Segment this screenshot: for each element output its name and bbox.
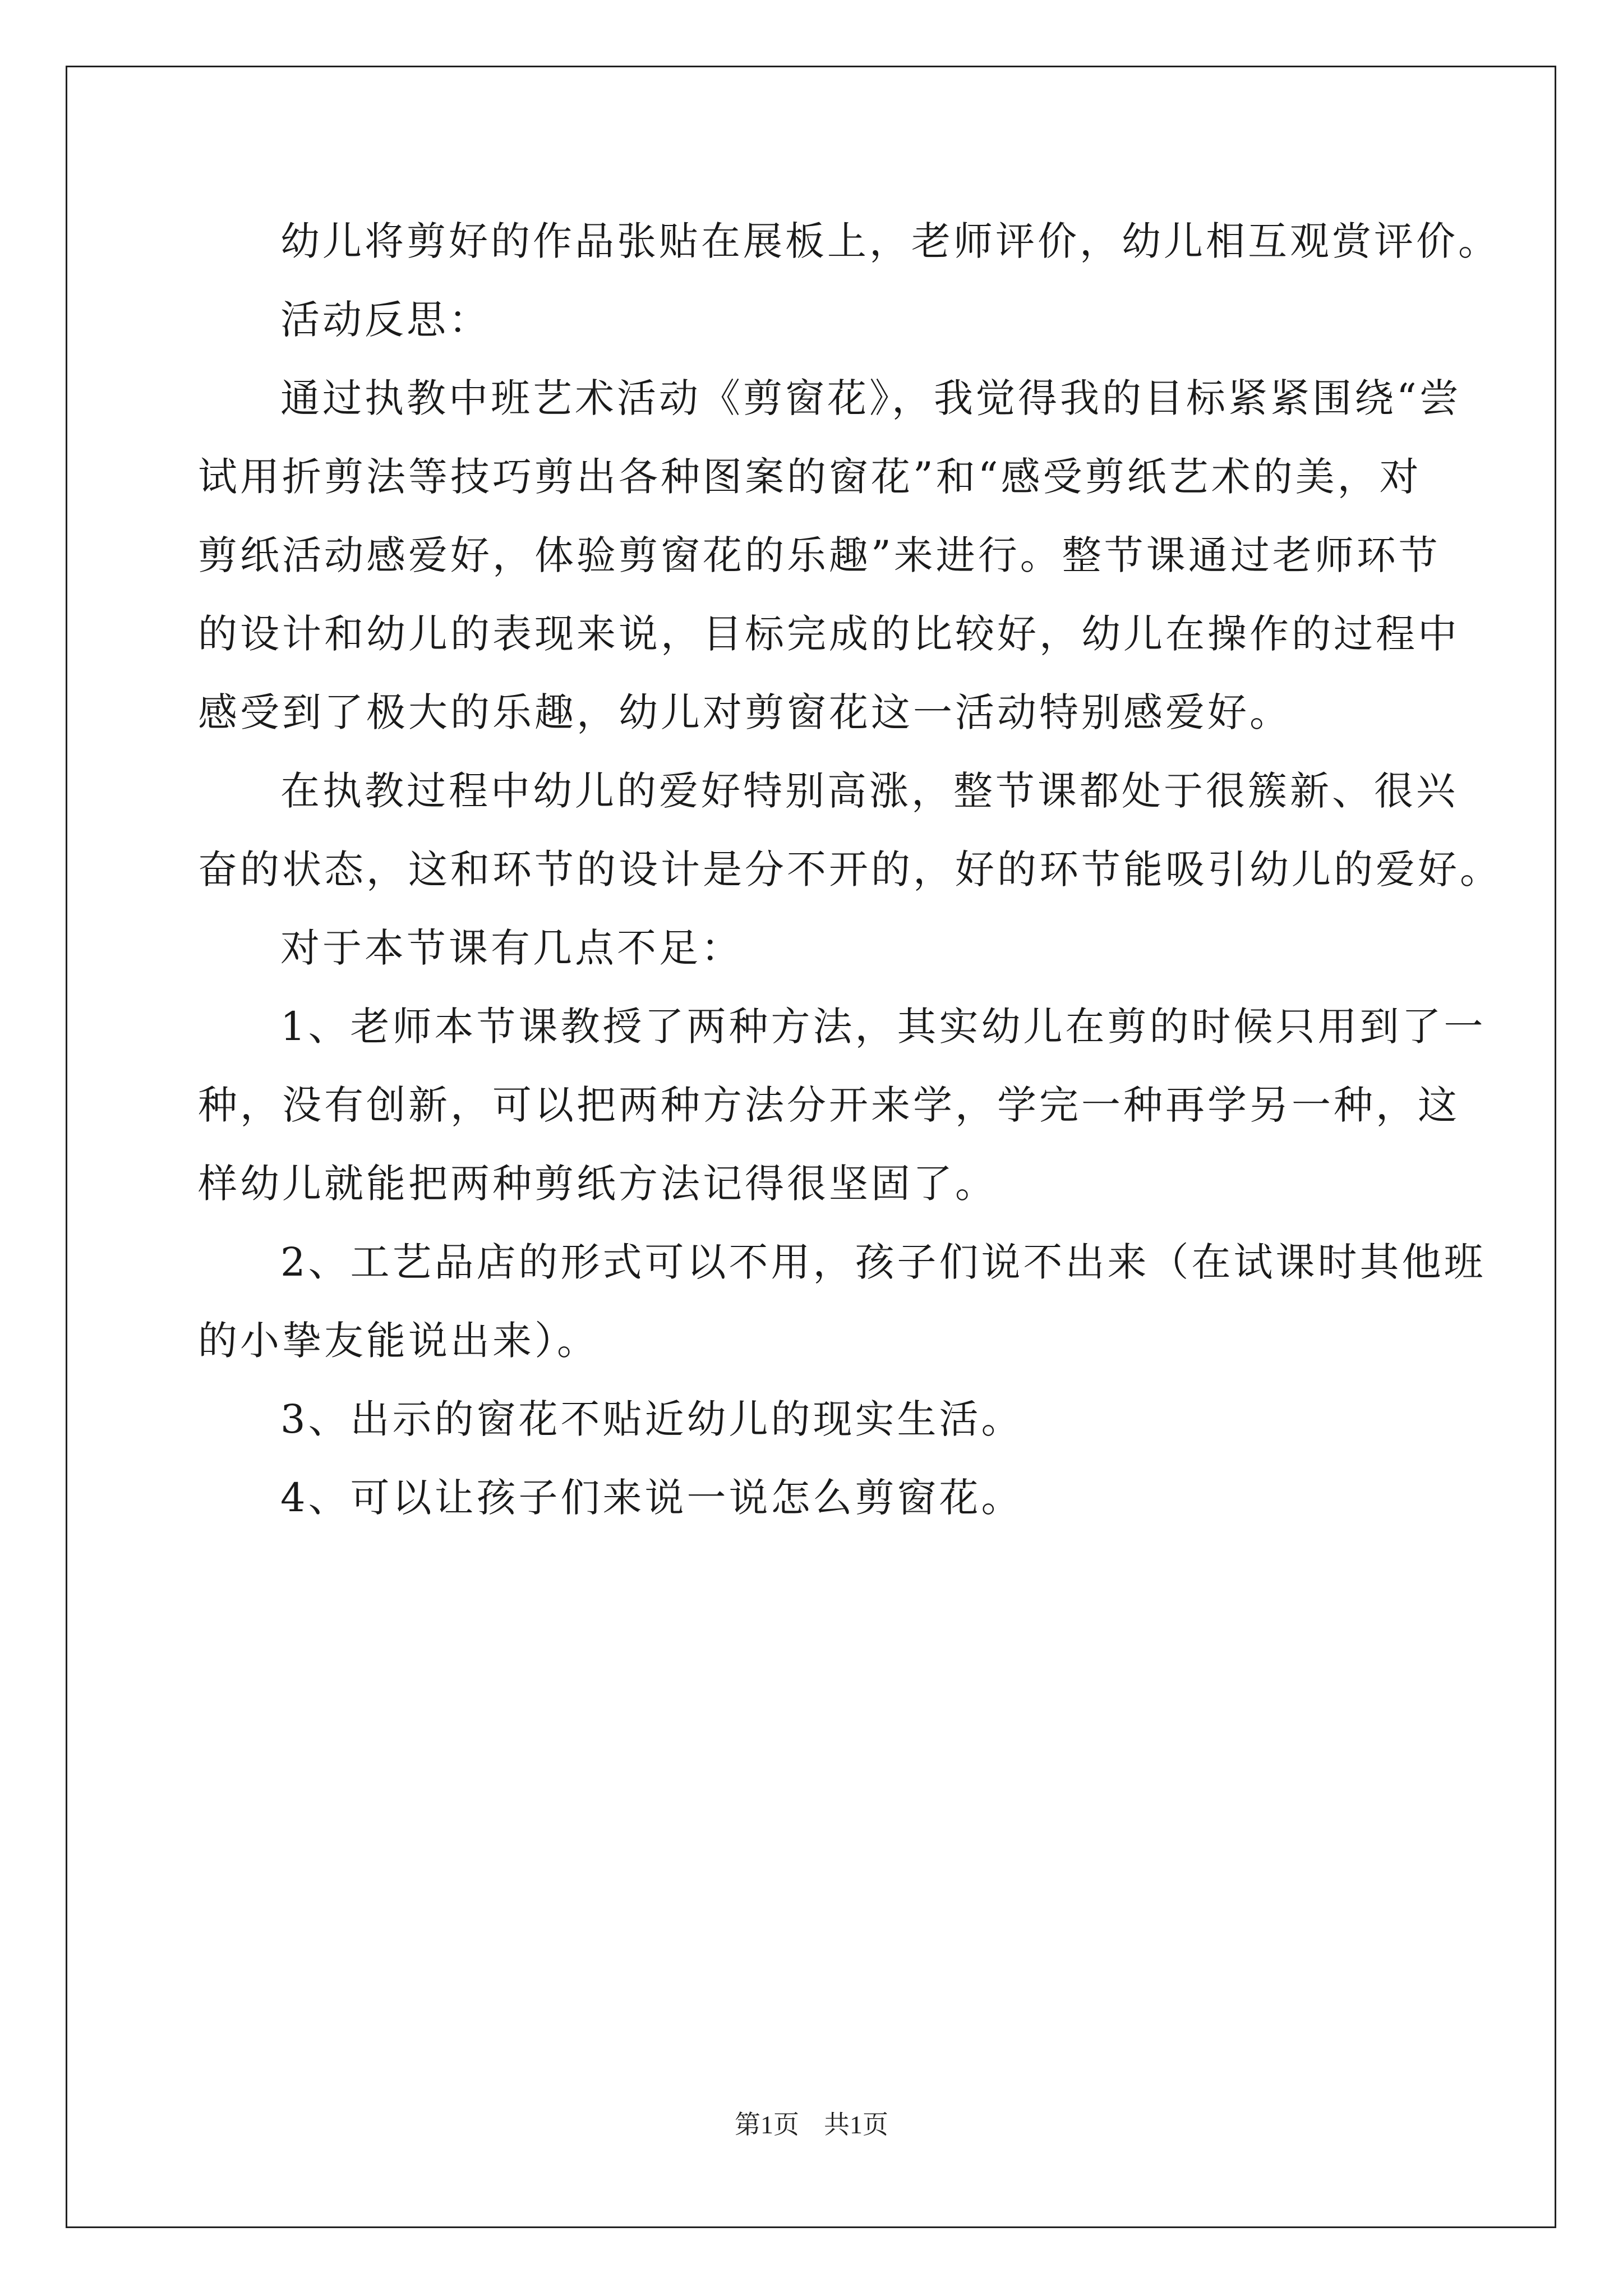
page-number: 第1页 bbox=[735, 2110, 799, 2139]
list-item: 3、出示的窗花不贴近幼儿的现实生活。 bbox=[280, 1396, 1023, 1442]
text-line: 幼儿将剪好的作品张贴在展板上，老师评价，幼儿相互观赏评价。 bbox=[280, 218, 1500, 264]
text-line: 样幼儿就能把两种剪纸方法记得很坚固了。 bbox=[198, 1161, 997, 1207]
text-line: 的设计和幼儿的表现来说，目标完成的比较好，幼儿在操作的过程中 bbox=[198, 611, 1460, 657]
list-item: 1、老师本节课教授了两种方法，其实幼儿在剪的时候只用到了一 bbox=[280, 1004, 1486, 1050]
text-line: 种，没有创新，可以把两种方法分开来学，学完一种再学另一种，这 bbox=[198, 1082, 1460, 1128]
text-line: 奋的状态，这和环节的设计是分不开的，好的环节能吸引幼儿的爱好。 bbox=[198, 846, 1502, 892]
text-line: 在执教过程中幼儿的爱好特别高涨，整节课都处于很簇新、很兴 bbox=[280, 768, 1458, 814]
text-line: 感受到了极大的乐趣，幼儿对剪窗花这一活动特别感爱好。 bbox=[198, 689, 1292, 735]
text-line: 试用折剪法等技巧剪出各种图案的窗花”和“感受剪纸艺术的美，对 bbox=[198, 454, 1422, 500]
text-line: 的小挚友能说出来）。 bbox=[198, 1318, 599, 1364]
text-line: 对于本节课有几点不足： bbox=[280, 925, 743, 971]
text-line: 剪纸活动感爱好，体验剪窗花的乐趣”来进行。整节课通过老师环节 bbox=[198, 532, 1441, 578]
text-line: 通过执教中班艺术活动《剪窗花》，我觉得我的目标紧紧围绕“尝 bbox=[280, 375, 1461, 421]
section-heading: 活动反思： bbox=[280, 297, 491, 343]
page-footer bbox=[0, 2108, 1623, 2142]
page-total: 共1页 bbox=[824, 2110, 888, 2139]
list-item: 4、可以让孩子们来说一说怎么剪窗花。 bbox=[280, 1475, 1023, 1521]
list-item: 2、工艺品店的形式可以不用，孩子们说不出来（在试课时其他班 bbox=[280, 1239, 1486, 1285]
